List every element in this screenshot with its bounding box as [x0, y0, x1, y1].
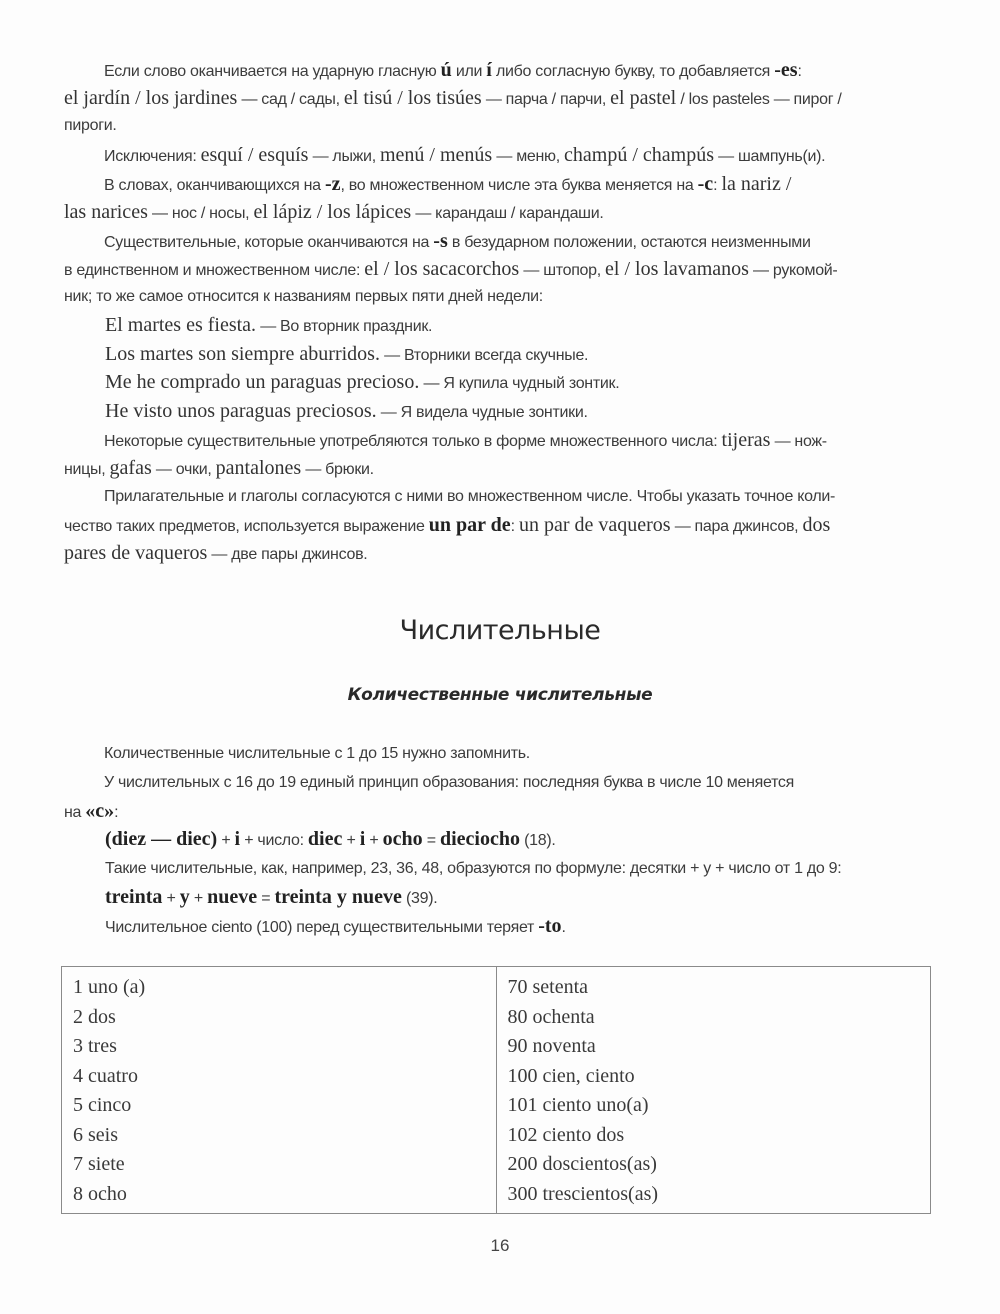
- text: либо согласную букву, то добавляется: [491, 63, 775, 80]
- text: (39).: [401, 890, 438, 907]
- letter: «c»: [85, 800, 115, 822]
- spanish-example: la nariz /: [721, 173, 792, 195]
- translation: — рукомой-: [748, 262, 838, 279]
- letter: í: [486, 59, 492, 81]
- example-sentence: [105, 340, 588, 370]
- spanish-example: el tisú / los tisúes: [343, 87, 482, 109]
- paragraph-memorize: [64, 740, 930, 768]
- text: Числительное ciento (100) перед существительными теряет: [105, 919, 539, 936]
- spanish-example: pantalones: [215, 457, 302, 479]
- text-line: [64, 539, 930, 567]
- spanish-example: el pastel: [610, 87, 677, 109]
- paragraph-s-rule: [64, 227, 930, 311]
- spanish-example: El martes es fiesta.: [105, 314, 257, 336]
- text: ницы,: [64, 461, 110, 478]
- translation: — лыжи,: [308, 148, 380, 165]
- list-item: 102 ciento dos: [507, 1123, 625, 1146]
- list-item: 6 seis: [73, 1123, 118, 1146]
- operator: =: [257, 890, 275, 907]
- spanish-example: gafas: [109, 457, 152, 479]
- text: :: [114, 804, 119, 821]
- numerals-table: [61, 966, 931, 1214]
- paragraph-16-19-rule: [64, 769, 930, 825]
- text: в единственном и множественном числе:: [64, 262, 365, 279]
- text-line: [64, 255, 930, 283]
- translation: — карандаш / карандаши.: [411, 205, 604, 222]
- translation: — шампунь(и).: [714, 148, 826, 165]
- text: , во множественном числе эта буква меняется на: [340, 177, 698, 194]
- translation: — нос / носы,: [147, 205, 254, 222]
- translation: — Во вторник праздник.: [256, 318, 433, 335]
- suffix: -c: [697, 173, 714, 195]
- list-item: 5 cinco: [73, 1094, 132, 1116]
- example-sentence: [105, 311, 432, 341]
- text-line: [64, 56, 930, 84]
- term: ocho: [382, 828, 423, 850]
- list-item: 2 dos: [73, 1005, 116, 1028]
- translation: / los pasteles — пирог /: [676, 91, 842, 108]
- term: i: [359, 828, 366, 850]
- list-item: 7 siete: [73, 1153, 125, 1175]
- translation: — штопор,: [519, 262, 606, 279]
- translation: — Я купила чудный зонтик.: [419, 375, 620, 392]
- text-line: ник; то же самое относится к названиям первых пяти дней недели:: [64, 288, 543, 305]
- list-item: 200 doscientos(as): [507, 1153, 657, 1175]
- formula-treinta-y-nueve: [105, 883, 437, 913]
- spanish-example: el / los lavamanos: [605, 258, 749, 280]
- translation: — сад / сады,: [237, 91, 344, 108]
- spanish-example: el / los sacacorchos: [364, 258, 520, 280]
- text-line: [64, 227, 930, 255]
- term: i: [234, 828, 241, 850]
- text-line: [64, 141, 930, 169]
- translation: — две пары джинсов.: [207, 546, 368, 563]
- text-line: Прилагательные и глаголы согласуются с ними во множественном числе. Чтобы указать точное коли-: [104, 488, 836, 505]
- operator: +: [189, 890, 208, 907]
- text-line: [64, 454, 930, 482]
- list-item: 1 uno (a): [73, 976, 146, 998]
- translation: — нож-: [770, 433, 827, 450]
- translation: — пара джинсов,: [670, 518, 803, 535]
- section-title: Числительные: [399, 615, 601, 646]
- text: или: [451, 63, 487, 80]
- text: В словах, оканчивающихся на: [104, 177, 325, 194]
- suffix: -s: [433, 230, 448, 252]
- suffix: -es: [774, 59, 798, 81]
- spanish-example: un par de vaqueros: [518, 514, 671, 536]
- spanish-example: el lápiz / los lápices: [253, 201, 412, 223]
- text: (18).: [519, 832, 556, 849]
- suffix: -z: [324, 173, 341, 195]
- letter: ú: [440, 59, 452, 81]
- suffix: -to: [538, 915, 562, 937]
- operator: =: [422, 832, 440, 849]
- paragraph-z-rule: [64, 170, 930, 226]
- expression: un par de: [428, 514, 511, 536]
- spanish-example: menú / menús: [379, 144, 493, 166]
- text: + число:: [240, 832, 308, 849]
- text: Если слово оканчивается на ударную гласную: [104, 63, 441, 80]
- list-item: 3 tres: [73, 1035, 117, 1057]
- translation: — меню,: [492, 148, 565, 165]
- translation: — очки,: [151, 461, 216, 478]
- text: на: [64, 804, 86, 821]
- table-row: [62, 967, 931, 1214]
- paragraph-plural-only: [64, 426, 930, 482]
- table-column-left: [62, 967, 497, 1214]
- paragraph-stressed-vowel-rule: [64, 56, 930, 140]
- term: dieciocho: [439, 828, 520, 850]
- term: diec: [307, 828, 343, 850]
- translation: — брюки.: [301, 461, 374, 478]
- spanish-example: las narices: [64, 201, 148, 223]
- formula-dieciocho: [105, 825, 556, 855]
- text-line: [64, 511, 930, 539]
- text-line: [64, 426, 930, 454]
- list-item: 300 trescientos(as): [507, 1182, 659, 1205]
- text-line: [64, 170, 930, 198]
- term: treinta y nueve: [274, 886, 402, 908]
- text: Исключения:: [104, 148, 201, 165]
- operator: +: [365, 832, 383, 849]
- table-column-right: [496, 967, 931, 1214]
- text: :: [797, 63, 802, 80]
- list-item: 4 cuatro: [73, 1064, 138, 1087]
- spanish-example: esquí / esquís: [200, 144, 309, 166]
- list-item: 90 noventa: [507, 1035, 596, 1057]
- translation: — парча / парчи,: [481, 91, 611, 108]
- paragraph-exceptions: [64, 141, 930, 169]
- list-item: 101 ciento uno(a): [507, 1094, 649, 1116]
- text-line: [64, 797, 930, 825]
- term: nueve: [207, 886, 258, 908]
- text: в безударном положении, остаются неизменными: [447, 234, 811, 251]
- spanish-example: Me he comprado un paraguas precioso.: [105, 371, 420, 393]
- translation: — Вторники всегда скучные.: [379, 347, 589, 364]
- list-item: 8 ocho: [73, 1182, 127, 1205]
- spanish-example: dos: [802, 514, 831, 536]
- paragraph-un-par-de: [64, 483, 930, 567]
- operator: +: [342, 832, 360, 849]
- term: y: [179, 886, 190, 908]
- text: .: [561, 919, 566, 936]
- section-subtitle: Количественные числительные: [347, 685, 653, 705]
- text-line: У числительных с 16 до 19 единый принцип образования: последняя буква в числе 10 меняется: [104, 774, 794, 791]
- spanish-example: He visto unos paraguas preciosos.: [105, 400, 377, 422]
- paragraph-tens-formula: Такие числительные, как, например, 23, 36, 48, образуются по формуле: десятки + y + число от 1 до 9:: [105, 860, 842, 877]
- text: Некоторые существительные употребляются только в форме множественного числа:: [104, 433, 722, 450]
- list-item: 80 ochenta: [507, 1005, 595, 1028]
- text: Существительные, которые оканчиваются на: [104, 234, 434, 251]
- text: чество таких предметов, используется выражение: [64, 518, 429, 535]
- operator: +: [217, 832, 235, 849]
- spanish-example: pares de vaqueros: [64, 542, 208, 564]
- term: (diez — diec): [105, 828, 218, 850]
- page-number: 16: [490, 1236, 510, 1255]
- text-line: пироги.: [64, 117, 117, 134]
- paragraph-ciento-rule: [105, 912, 566, 942]
- text-line: [64, 198, 930, 226]
- text-line: [64, 84, 930, 112]
- term: treinta: [105, 886, 163, 908]
- spanish-example: tijeras: [721, 429, 771, 451]
- example-sentence: [105, 397, 588, 427]
- text-line: Количественные числительные с 1 до 15 нужно запомнить.: [104, 745, 530, 762]
- list-item: 70 setenta: [507, 976, 589, 998]
- translation: — Я видела чудные зонтики.: [376, 404, 588, 421]
- spanish-example: Los martes son siempre aburridos.: [105, 343, 380, 365]
- spanish-example: el jardín / los jardines: [64, 87, 238, 109]
- spanish-example: champú / champús: [564, 144, 714, 166]
- text: :: [510, 518, 519, 535]
- example-sentence: [105, 368, 619, 398]
- list-item: 100 cien, ciento: [507, 1064, 635, 1087]
- text: :: [713, 177, 722, 194]
- operator: +: [162, 890, 180, 907]
